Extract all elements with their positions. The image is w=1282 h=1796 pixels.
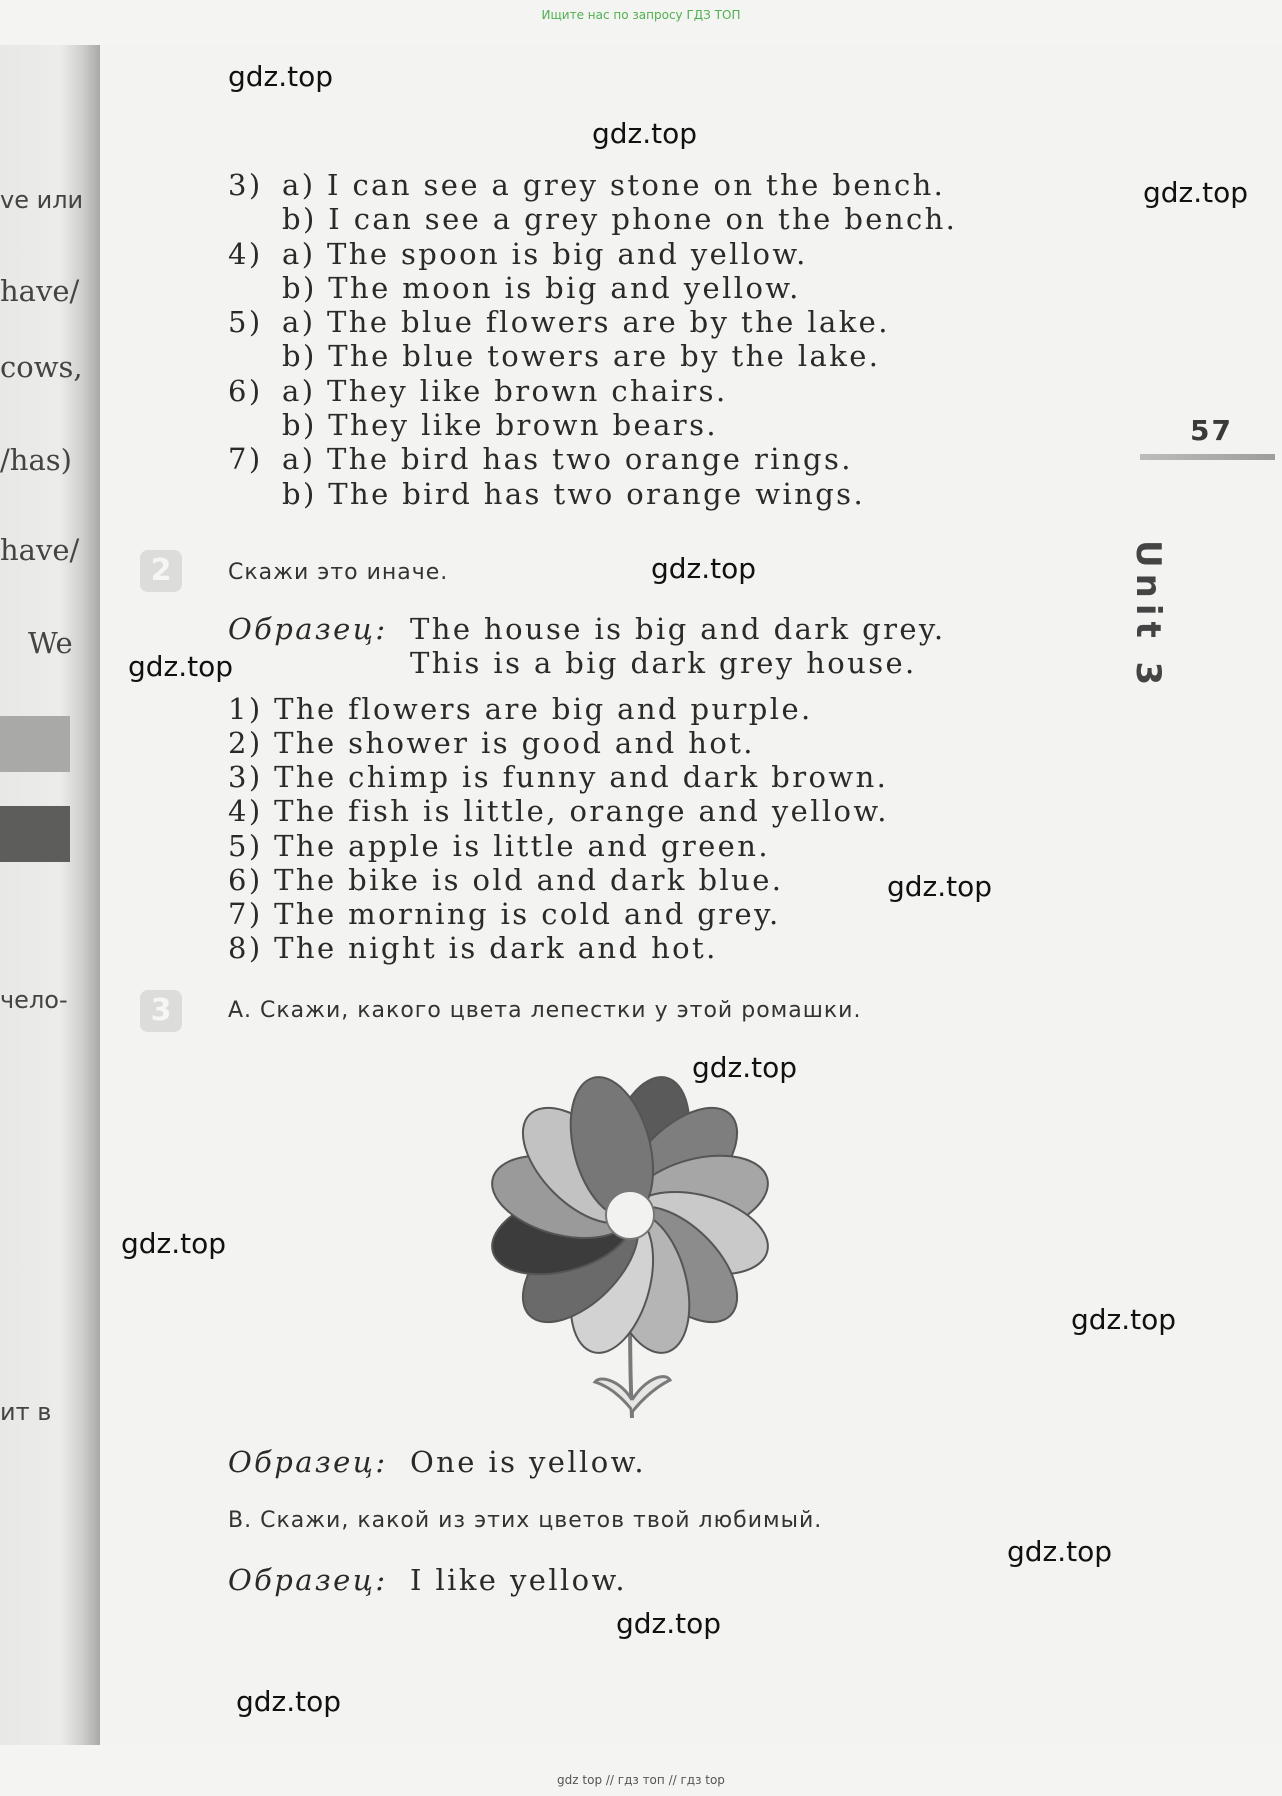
left-page-snippet: чело- [0, 986, 68, 1014]
watermark: gdz.top [121, 1227, 227, 1260]
color-swatch [0, 806, 70, 862]
exercise-item: 1) The flowers are big and purple. [228, 692, 813, 726]
exercise-item-number: 3) [228, 168, 263, 202]
left-page-snippet: have/ [0, 274, 80, 308]
sample-text: This is a big dark grey house. [410, 646, 917, 680]
watermark: gdz.top [128, 650, 234, 683]
top-notice: Ищите нас по запросу ГДЗ ТОП [541, 8, 741, 22]
color-swatch [0, 716, 70, 772]
bottom-notice: gdz top // гдз топ // гдз top [557, 1773, 725, 1787]
flower-center [606, 1191, 654, 1239]
exercise-item-number: 7) [228, 442, 263, 476]
exercise-item-line-a: a) The blue flowers are by the lake. [282, 305, 890, 339]
watermark: gdz.top [1007, 1535, 1113, 1568]
exercise-item-line-b: b) The moon is big and yellow. [282, 271, 801, 305]
exercise-instruction: В. Скажи, какой из этих цветов твой любимый. [228, 1508, 823, 1533]
left-page-snippet: have/ [0, 533, 80, 567]
left-page-snippet: We [28, 626, 73, 660]
exercise-item-line-b: b) The bird has two orange wings. [282, 477, 866, 511]
exercise-item-number: 5) [228, 305, 263, 339]
exercise-item: 6) The bike is old and dark blue. [228, 863, 784, 897]
left-page-snippet: ит в [0, 1398, 52, 1426]
exercise-item-line-b: b) The blue towers are by the lake. [282, 339, 881, 373]
watermark: gdz.top [692, 1051, 798, 1084]
exercise-item-number: 6) [228, 374, 263, 408]
watermark: gdz.top [592, 117, 698, 150]
watermark: gdz.top [1143, 176, 1249, 209]
page-number: 57 [1190, 414, 1233, 447]
chamomile-illustration [470, 1050, 790, 1430]
exercise-item: 4) The fish is little, orange and yellow. [228, 794, 889, 828]
exercise-item-line-a: a) They like brown chairs. [282, 374, 728, 408]
exercise-item: 3) The chimp is funny and dark brown. [228, 760, 889, 794]
left-page-snippet: cows, [0, 350, 83, 384]
sample-label: Образец: [228, 1563, 388, 1597]
watermark: gdz.top [228, 60, 334, 93]
watermark: gdz.top [887, 870, 993, 903]
watermark: gdz.top [236, 1685, 342, 1718]
exercise-item-line-a: a) I can see a grey stone on the bench. [282, 168, 946, 202]
exercise-number-badge: 2 [140, 550, 182, 592]
sample-text: The house is big and dark grey. [410, 612, 946, 646]
left-page-snippet: ve или [0, 186, 84, 214]
exercise-instruction: А. Скажи, какого цвета лепестки у этой ромашки. [228, 998, 862, 1023]
sample-label: Образец: [228, 612, 388, 646]
watermark: gdz.top [1071, 1303, 1177, 1336]
exercise-item: 2) The shower is good and hot. [228, 726, 755, 760]
left-page-snippet: /has) [0, 443, 72, 477]
exercise-item: 8) The night is dark and hot. [228, 931, 718, 965]
exercise-number-badge: 3 [140, 990, 182, 1032]
exercise-item-line-a: a) The spoon is big and yellow. [282, 237, 808, 271]
sample-label: Образец: [228, 1445, 388, 1479]
exercise-item-line-a: a) The bird has two orange rings. [282, 442, 853, 476]
exercise-item-line-b: b) They like brown bears. [282, 408, 718, 442]
exercise-item: 7) The morning is cold and grey. [228, 897, 781, 931]
exercise-item-number: 4) [228, 237, 263, 271]
exercise-item: 5) The apple is little and green. [228, 829, 770, 863]
sample-text: I like yellow. [410, 1563, 627, 1597]
unit-label [1128, 540, 1168, 610]
page-number-rule [1140, 454, 1275, 460]
watermark: gdz.top [616, 1607, 722, 1640]
watermark: gdz.top [651, 552, 757, 585]
exercise-item-line-b: b) I can see a grey phone on the bench. [282, 202, 958, 236]
exercise-instruction: Скажи это иначе. [228, 560, 449, 585]
sample-text: One is yellow. [410, 1445, 646, 1479]
